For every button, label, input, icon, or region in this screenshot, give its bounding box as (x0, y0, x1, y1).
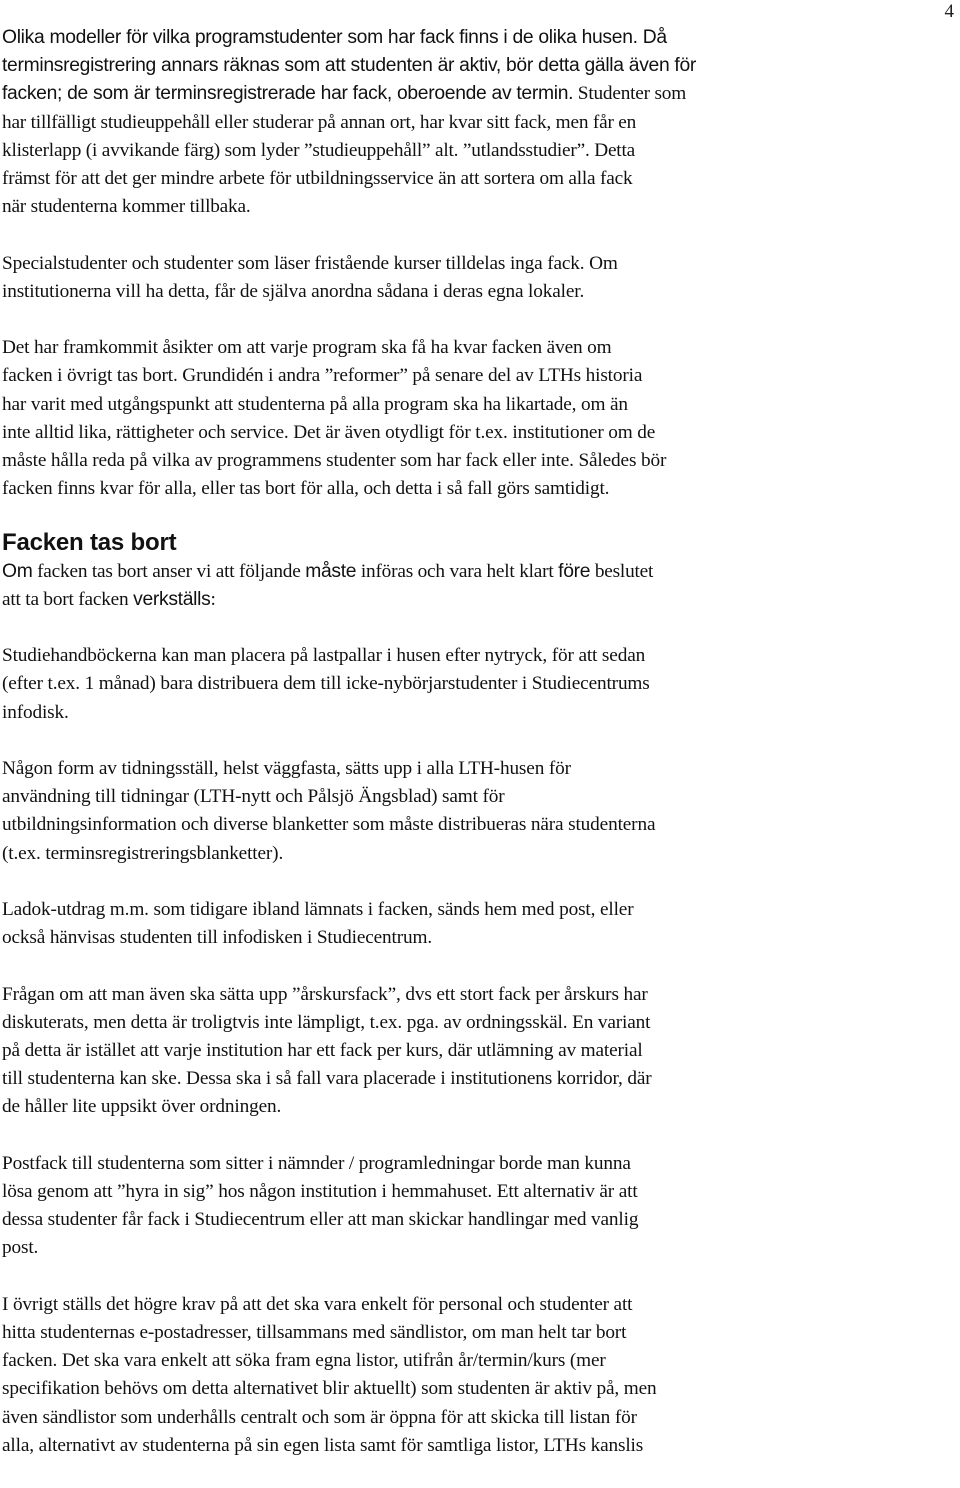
paragraph-fack-modeller (2, 24, 932, 221)
intro-fore: före (558, 560, 591, 582)
paragraph-postfack: Postfack till studenterna som sitter i nämnder / programledningar borde man kunna lösa genom att ”hyra in sig” hos någon institution i hemmahuset. Ett alternativ är att dessa studenter får fack i Studiecentrum eller att man skickar handlingar med vanlig post. (2, 1152, 639, 1259)
paragraph-serif-segment: Studenter som har tillfälligt studieuppehåll eller studerar på annan ort, har kvar sitt fack, men får en klisterlapp (i avvikande färg) som lyder ”studieuppehåll” alt. ”utlandsstudier”. Detta främst för att det ger mindre arbete för utbildningsservice än att sortera om alla fack när studenterna kommer tillbaka. (2, 83, 687, 218)
paragraph-asikter: Det har framkommit åsikter om att varje program ska få ha kvar facken även om facken i övrigt tas bort. Grundidén i andra ”reformer” på senare del av LTHs historia har varit med utgångspunkt att studenterna på alla program ska ha likartade, om än inte alltid lika, rättigheter och service. Det är även otydligt för t.ex. institutioner om de måste hålla reda på vilka av programmens studenter som har fack eller inte. Således bör facken finns kvar för alla, eller tas bort för alla, och detta i så fall görs samtidigt. (2, 337, 667, 500)
paragraph-ovrigt: I övrigt ställs det högre krav på att det ska vara enkelt för personal och studenter att hitta studenternas e-postadresser, tillsammans med sändlistor, om man helt tar bort facken. Det ska vara enkelt att söka fram egna listor, utifrån år/termin/kurs (mer specifikation behövs om detta alternativet blir aktuellt) som studenten är aktiv på, men även sändlistor som underhålls centralt och som är öppna för att skicka till listan för alla, alternativt av studenterna på sin egen lista samt för samtliga listor, LTHs kanslis (2, 1293, 657, 1456)
paragraph-sans-segment: Olika modeller för vilka programstudenter som har fack finns i de olika husen. Då terminsregistrering annars räknas som att studenten är aktiv, bör detta gälla även för facken; de som är terminsregistrerade har fack, oberoende av termin. (2, 27, 697, 105)
paragraph-arskursfack: Frågan om att man även ska sätta upp ”årskursfack”, dvs ett stort fack per årskurs har diskuterats, men detta är troligtvis inte lämpligt, t.ex. pga. av ordningsskäl. En variant på detta är istället att varje institution har ett fack per kurs, där utlämning av material till studenterna kan ske. Dessa ska i så fall vara placerade i institutionens korridor, där de håller lite uppsikt över ordningen. (2, 983, 652, 1118)
paragraph-ladok: Ladok-utdrag m.m. som tidigare ibland lämnats i facken, sänds hem med post, eller också hänvisas studenten till infodisken i Studiecentrum. (2, 899, 634, 949)
intro-colon: : (210, 588, 216, 610)
page-number: 4 (944, 1, 954, 22)
intro-verkstalls: verkställs (133, 588, 211, 610)
paragraph-studiehandbocker: Studiehandböckerna kan man placera på lastpallar i husen efter nytryck, för att sedan (efter t.ex. 1 månad) bara distribuera dem till icke-nybörjarstudenter i Studiecentrums infodisk. (2, 645, 650, 723)
intro-text-1: facken tas bort anser vi att följande (32, 560, 306, 582)
paragraph-intro (2, 558, 932, 614)
intro-text-3: beslutet att ta bort facken (2, 560, 654, 610)
paragraph-specialstudenter: Specialstudenter och studenter som läser fristående kurser tilldelas inga fack. Om institutionerna vill ha detta, får de själva anordna sådana i deras egna lokaler. (2, 252, 618, 302)
paragraph-tidningsstall: Någon form av tidningsställ, helst väggfasta, sätts upp i alla LTH-husen för användning till tidningar (LTH-nytt och Pålsjö Ängsblad) samt för utbildningsinformation och diverse blanketter som måste distribueras nära studenterna (t.ex. terminsregistreringsblanketter). (2, 758, 656, 864)
intro-maste: måste (305, 560, 357, 582)
intro-text-2: införas och vara helt klart (356, 560, 559, 582)
intro-om: Om (2, 560, 33, 582)
section-heading: Facken tas bort (2, 528, 177, 556)
document-body (2, 24, 932, 1488)
